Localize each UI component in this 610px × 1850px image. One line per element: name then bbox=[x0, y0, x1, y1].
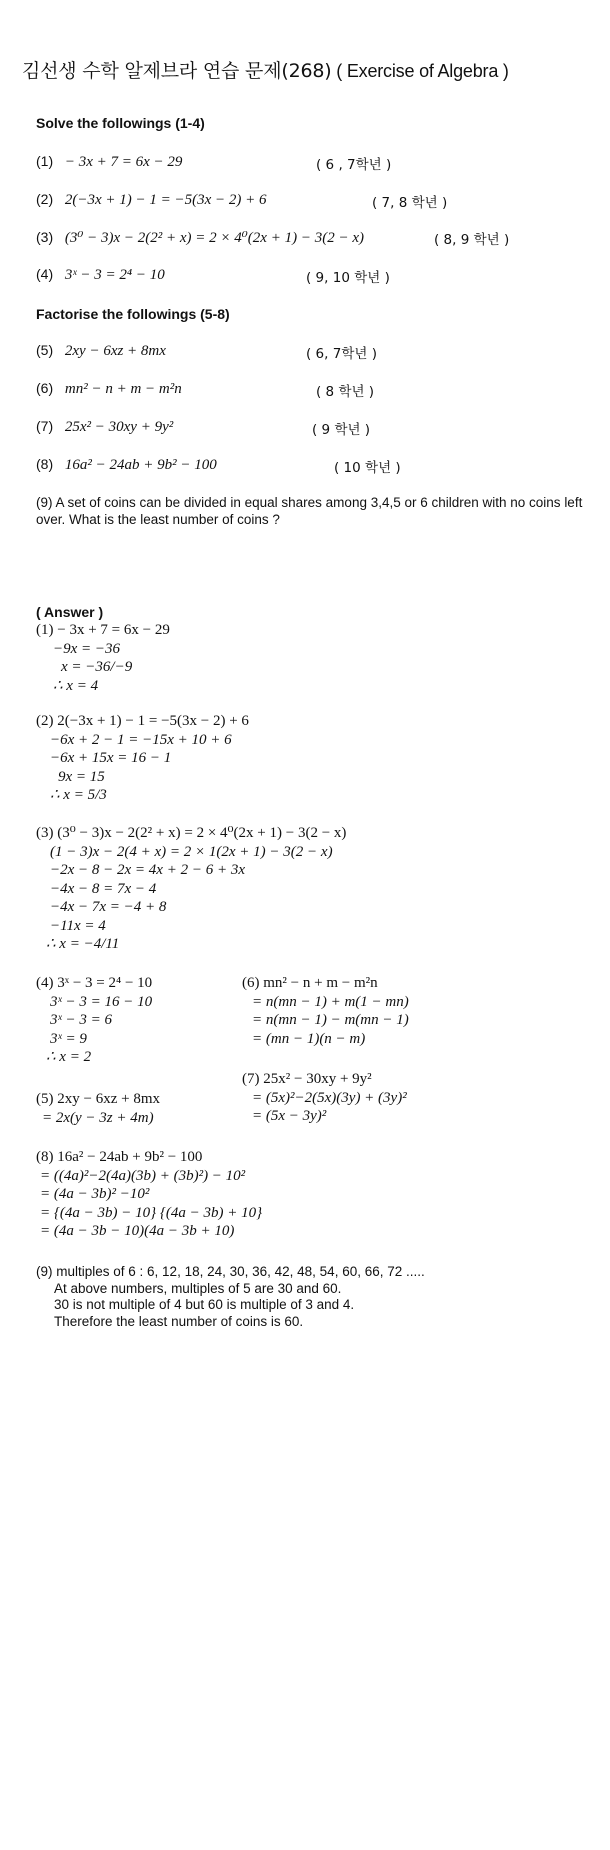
answer-6-line: (6) mn² − n + m − m²n bbox=[242, 975, 378, 991]
answer-2-line: ∴ x = 5/3 bbox=[50, 787, 107, 803]
problem-1-expr: − 3x + 7 = 6x − 29 bbox=[64, 154, 183, 170]
problem-9: (9) A set of coins can be divided in equal shares among 3,4,5 or 6 children with no coins left over. What is the least number of coins ? bbox=[36, 495, 583, 527]
answer-9-line: At above numbers, multiples of 5 are 30 and 60. bbox=[54, 1280, 342, 1296]
answer-3-line: ∴ x = −4/11 bbox=[46, 936, 120, 952]
problem-8-grade: ( 10 학년 ) bbox=[334, 460, 401, 476]
problem-3 bbox=[36, 228, 364, 247]
section-heading-solve: Solve the followings (1-4) bbox=[36, 115, 205, 131]
section-heading-factorise: Factorise the followings (5-8) bbox=[36, 306, 230, 322]
problem-3-grade: ( 8, 9 학년 ) bbox=[434, 232, 510, 248]
answer-4-line: 3ˣ = 9 bbox=[50, 1030, 87, 1047]
answer-7-line: (7) 25x² − 30xy + 9y² bbox=[242, 1071, 372, 1087]
answer-3-line: −4x − 7x = −4 + 8 bbox=[50, 899, 167, 915]
problem-5 bbox=[36, 342, 166, 360]
problem-7-expr: 25x² − 30xy + 9y² bbox=[64, 419, 174, 435]
answer-6 bbox=[242, 974, 409, 1048]
answer-5-line: (5) 2xy − 6xz + 8mx bbox=[36, 1091, 160, 1107]
answer-2-line: −6x + 15x = 16 − 1 bbox=[50, 750, 172, 766]
problem-8-label: (8) bbox=[36, 456, 54, 472]
problem-5-expr: 2xy − 6xz + 8mx bbox=[64, 343, 166, 359]
answer-6-line: = n(mn − 1) − m(mn − 1) bbox=[252, 1012, 409, 1028]
problem-6 bbox=[36, 380, 182, 398]
answer-4-line: 3ˣ − 3 = 6 bbox=[50, 1012, 112, 1028]
answer-7-line: = (5x)²−2(5x)(3y) + (3y)² bbox=[252, 1089, 407, 1106]
problem-4-expr: 3ˣ − 3 = 2⁴ − 10 bbox=[64, 267, 165, 283]
answer-7-line: = (5x − 3y)² bbox=[252, 1108, 327, 1124]
answer-1-line: ∴ x = 4 bbox=[53, 677, 99, 694]
answer-1 bbox=[36, 621, 170, 695]
answer-2-line: 9x = 15 bbox=[58, 768, 105, 785]
problem-2-grade: ( 7, 8 학년 ) bbox=[372, 195, 448, 211]
problem-1 bbox=[36, 153, 182, 171]
problem-2-label: (2) bbox=[36, 191, 54, 207]
answer-3 bbox=[36, 824, 346, 954]
problem-4 bbox=[36, 266, 165, 284]
problem-2-expr: 2(−3x + 1) − 1 = −5(3x − 2) + 6 bbox=[64, 192, 267, 208]
answer-1-line: (1) − 3x + 7 = 6x − 29 bbox=[36, 622, 170, 638]
title-english: ( Exercise of Algebra ) bbox=[331, 61, 509, 81]
problem-8-expr: 16a² − 24ab + 9b² − 100 bbox=[64, 457, 217, 473]
problem-7-label: (7) bbox=[36, 418, 54, 434]
answer-5-line: = 2x(y − 3z + 4m) bbox=[42, 1109, 154, 1126]
answer-3-line: (3) (3⁰ − 3)x − 2(2² + x) = 2 × 4⁰(2x + 1) − 3(2 − x) bbox=[36, 825, 347, 841]
answer-4-line: (4) 3ˣ − 3 = 2⁴ − 10 bbox=[36, 975, 153, 991]
title-korean: 김선생 수학 알제브라 연습 문제(268) bbox=[22, 60, 332, 82]
problem-6-grade: ( 8 학년 ) bbox=[316, 384, 375, 400]
answer-8-line: = {(4a − 3b) − 10} {(4a − 3b) + 10} bbox=[40, 1204, 263, 1221]
answer-8-line: = ((4a)²−2(4a)(3b) + (3b)²) − 10² bbox=[40, 1167, 246, 1184]
problem-8 bbox=[36, 456, 217, 474]
answer-2-line: (2) 2(−3x + 1) − 1 = −5(3x − 2) + 6 bbox=[36, 713, 249, 729]
problem-4-label: (4) bbox=[36, 266, 54, 282]
answer-9-line: 30 is not multiple of 4 but 60 is multiple of 3 and 4. bbox=[54, 1297, 355, 1312]
answer-3-line: (1 − 3)x − 2(4 + x) = 2 × 1(2x + 1) − 3(2 − x) bbox=[50, 843, 333, 860]
problem-2 bbox=[36, 191, 267, 209]
problem-5-grade: ( 6, 7학년 ) bbox=[306, 346, 377, 362]
answer-6-line: = (mn − 1)(n − m) bbox=[252, 1030, 366, 1047]
answer-heading: ( Answer ) bbox=[36, 604, 104, 620]
problem-3-expr: (3⁰ − 3)x − 2(2² + x) = 2 × 4⁰(2x + 1) − 3(2 − x) bbox=[64, 230, 364, 246]
problem-7 bbox=[36, 418, 173, 436]
answer-9-line: (9) multiples of 6 : 6, 12, 18, 24, 30, 36, 42, 48, 54, 60, 66, 72 ..... bbox=[36, 1264, 425, 1279]
answer-8-line: (8) 16a² − 24ab + 9b² − 100 bbox=[36, 1149, 203, 1165]
answer-3-line: −2x − 8 − 2x = 4x + 2 − 6 + 3x bbox=[50, 862, 245, 878]
answer-9 bbox=[36, 1264, 425, 1330]
answer-3-line: −11x = 4 bbox=[50, 917, 106, 934]
page-title bbox=[22, 56, 509, 83]
answer-8-line: = (4a − 3b)² −10² bbox=[40, 1186, 150, 1202]
answer-2 bbox=[36, 712, 249, 805]
problem-7-grade: ( 9 학년 ) bbox=[312, 422, 371, 438]
answer-6-line: = n(mn − 1) + m(1 − mn) bbox=[252, 993, 409, 1010]
answer-1-line: −9x = −36 bbox=[53, 640, 121, 657]
answer-4-line: ∴ x = 2 bbox=[46, 1049, 92, 1065]
answer-3-line: −4x − 8 = 7x − 4 bbox=[50, 880, 157, 897]
answer-1-line: x = −36/−9 bbox=[61, 659, 133, 675]
problem-1-grade: ( 6 , 7학년 ) bbox=[316, 157, 392, 173]
answer-8-line: = (4a − 3b − 10)(4a − 3b + 10) bbox=[40, 1223, 235, 1239]
answer-5 bbox=[36, 1090, 160, 1127]
answer-4-line: 3ˣ − 3 = 16 − 10 bbox=[50, 993, 153, 1010]
problem-3-label: (3) bbox=[36, 229, 54, 245]
answer-4 bbox=[36, 974, 152, 1067]
problem-6-expr: mn² − n + m − m²n bbox=[64, 381, 182, 397]
problem-6-label: (6) bbox=[36, 380, 54, 396]
answer-2-line: −6x + 2 − 1 = −15x + 10 + 6 bbox=[50, 731, 232, 748]
problem-1-label: (1) bbox=[36, 153, 54, 169]
answer-7 bbox=[242, 1070, 407, 1126]
answer-9-line: Therefore the least number of coins is 60. bbox=[54, 1313, 304, 1329]
answer-8 bbox=[36, 1148, 262, 1241]
problem-5-label: (5) bbox=[36, 342, 54, 358]
problem-4-grade: ( 9, 10 학년 ) bbox=[306, 270, 390, 286]
